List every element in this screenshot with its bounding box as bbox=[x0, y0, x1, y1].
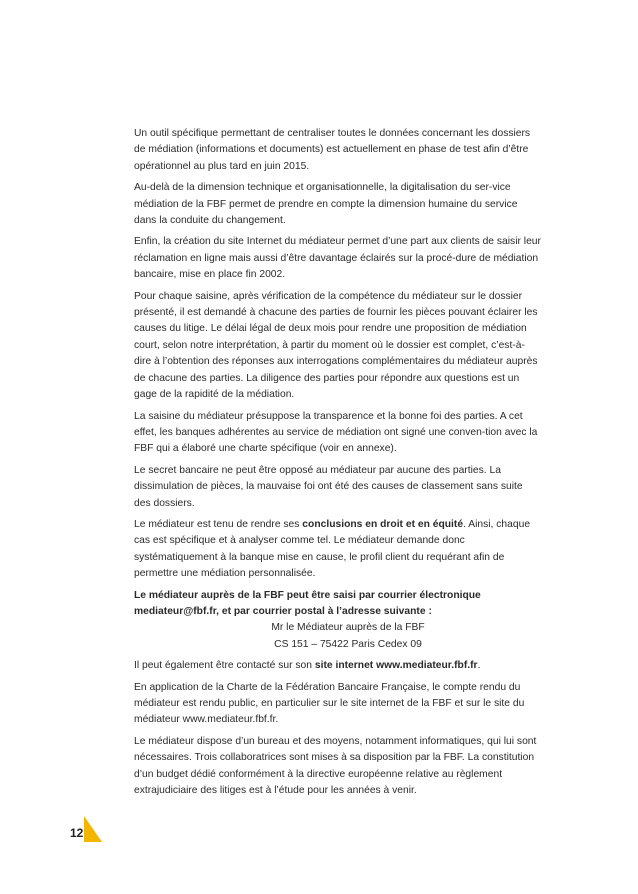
paragraph bbox=[134, 517, 542, 583]
paragraph bbox=[134, 658, 542, 674]
paragraph-text: Il peut également être contacté sur son bbox=[134, 660, 315, 672]
paragraph: Le médiateur dispose d’un bureau et des moyens, notamment informatiques, qui lui sont nécessaires. Trois collaboratrices sont mises à sa disposition par la FBF. La constitution d’un budget dédié conformément à la directive européenne relative au règlement extrajudiciaire des litiges est à l’étude pour les années à venir. bbox=[134, 735, 537, 797]
paragraph-text: Le médiateur est tenu de rendre ses bbox=[134, 518, 303, 530]
body-text bbox=[134, 126, 542, 804]
paragraph-text: . bbox=[477, 660, 481, 672]
paragraph: Au-delà de la dimension technique et organisationnelle, la digitalisation du ser-vice médiation de la FBF permet de prendre en compte la dimension humaine du service dans la conduite du changement. bbox=[134, 182, 518, 227]
address-line: Mr le Médiateur auprès de la FBF bbox=[271, 622, 425, 634]
website-link-text: site internet www.mediateur.fbf.fr bbox=[314, 660, 478, 672]
paragraph: En application de la Charte de la Fédération Bancaire Française, le compte rendu du médiateur est rendu public, en particulier sur le site internet de la FBF et sur le site du médiateur www.mediateur.fbf.fr. bbox=[134, 681, 525, 726]
page-number: 12 bbox=[70, 826, 84, 840]
paragraph: Le secret bancaire ne peut être opposé au médiateur par aucune des parties. La dissimulation de pièces, la mauvaise foi ont été des causes de classement sans suite des dossiers. bbox=[134, 464, 523, 509]
corner-triangle-icon bbox=[84, 816, 102, 842]
contact-paragraph: Le médiateur auprès de la FBF peut être saisi par courrier électronique mediateur@fbf.fr, et par courrier postal à l’adresse suivante : bbox=[134, 589, 481, 617]
emphasis-text: conclusions en droit et en équité bbox=[302, 518, 464, 530]
postal-address bbox=[134, 620, 542, 653]
paragraph: Pour chaque saisine, après vérification de la compétence du médiateur sur le dossier présenté, il est demandé à chacune des parties de fournir les pièces pouvant éclairer les causes du litige. Le délai légal de deux mois pour rendre une proposition de médiation court, selon notre interprétation, à partir du moment où le dossier est complet, c’est-à-dire à l’obtention des réponses aux interrogations complémentaires du médiateur auprès de chacune des parties. La diligence des parties pour répondre aux questions est un gage de la rapidité de la médiation. bbox=[134, 290, 538, 401]
paragraph: Un outil spécifique permettant de centraliser toutes le données concernant les dossiers de médiation (informations et documents) est actuellement en phase de test afin d’être opérationnel au plus tard en juin 2015. bbox=[134, 128, 531, 172]
address-line: CS 151 – 75422 Paris Cedex 09 bbox=[274, 638, 422, 650]
paragraph: La saisine du médiateur présuppose la transparence et la bonne foi des parties. A cet effet, les banques adhérentes au service de médiation ont signé une conven-tion avec la FBF qui a élaboré une charte spécifique (voir en annexe). bbox=[134, 410, 538, 455]
paragraph-text: . Ainsi, chaque cas est spécifique et à analyser comme tel. Le médiateur demande donc systématiquement à la banque mise en cause, le profil client du requérant afin de permettre une médiation personnalisée. bbox=[134, 518, 531, 580]
paragraph: Enfin, la création du site Internet du médiateur permet d’une part aux clients de saisir leur réclamation en ligne mais aussi d’être davantage éclairés sur la procé-dure de médiation bancaire, mise en place fin 2002. bbox=[134, 236, 541, 281]
